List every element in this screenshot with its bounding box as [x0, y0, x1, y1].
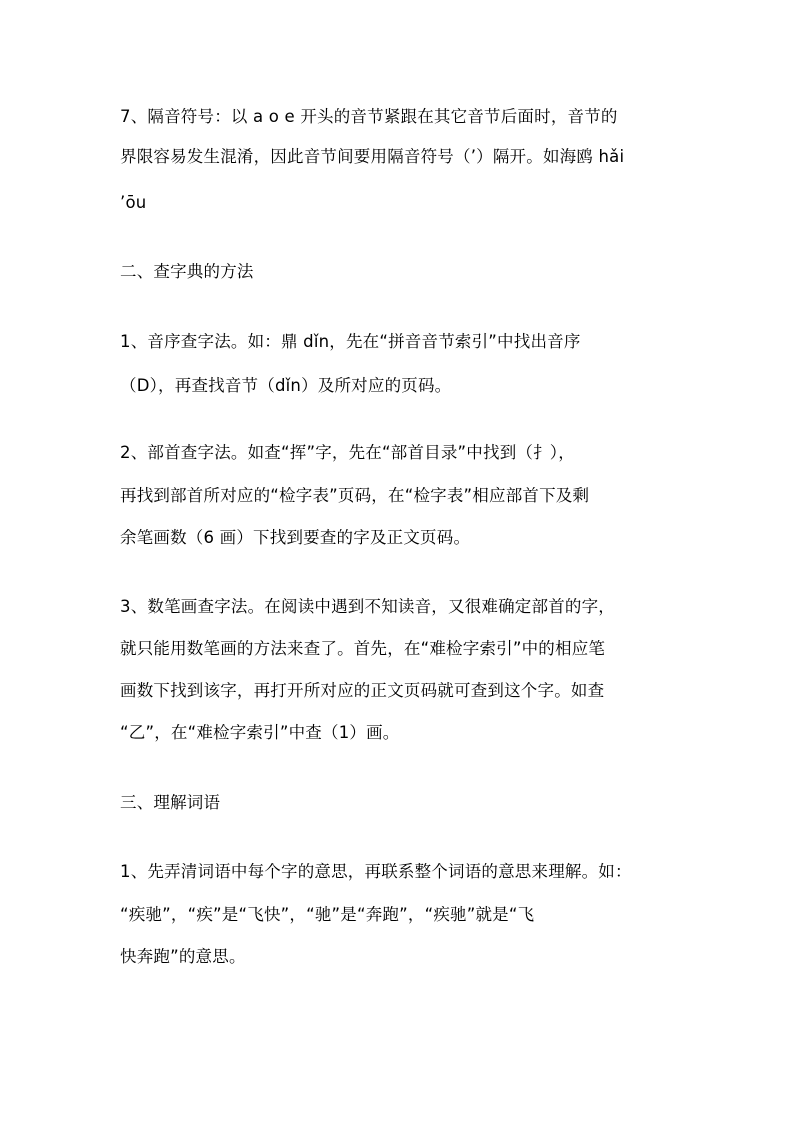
text-line: 7、隔音符号：以 a o e 开头的音节紧跟在其它音节后面时，音节的	[120, 107, 618, 126]
text-line: 1、音序查字法。如：鼎 dǐn，先在“拼音音节索引”中找出音序	[120, 332, 581, 351]
text-line: 再找到部首所对应的“检字表”页码，在“检字表”相应部首下及剩	[120, 486, 590, 505]
text-line: 3、数笔画查字法。在阅读中遇到不知读音，又很难确定部首的字，	[120, 597, 615, 616]
text-line: 2、部首查字法。如查“挥”字，先在“部首目录”中找到（扌），	[120, 443, 575, 462]
text-line: “疾驰”，“疾”是“飞快”，“驰”是“奔跑”，“疾驰”就是“飞	[120, 905, 535, 924]
text-line: 就只能用数笔画的方法来查了。首先，在“难检字索引”中的相应笔	[120, 639, 606, 658]
section-heading: 二、查字典的方法	[120, 262, 254, 281]
text-line: 快奔跑”的意思。	[120, 947, 246, 966]
text-line: 余笔画数（6 画）下找到要查的字及正文页码。	[120, 528, 471, 547]
text-line: （D），再查找音节（dǐn）及所对应的页码。	[120, 376, 452, 395]
section-heading: 三、理解词语	[120, 793, 221, 812]
text-line: 1、先弄清词语中每个字的意思，再联系整个词语的意思来理解。如：	[120, 862, 632, 881]
text-line: 画数下找到该字，再打开所对应的正文页码就可查到这个字。如查	[120, 681, 605, 700]
text-line: 界限容易发生混淆，因此音节间要用隔音符号（’）隔开。如海鸥 hǎi	[120, 147, 625, 166]
text-line: ’ōu	[120, 193, 147, 212]
text-line: “乙”，在“难检字索引”中查（1）画。	[120, 723, 400, 742]
